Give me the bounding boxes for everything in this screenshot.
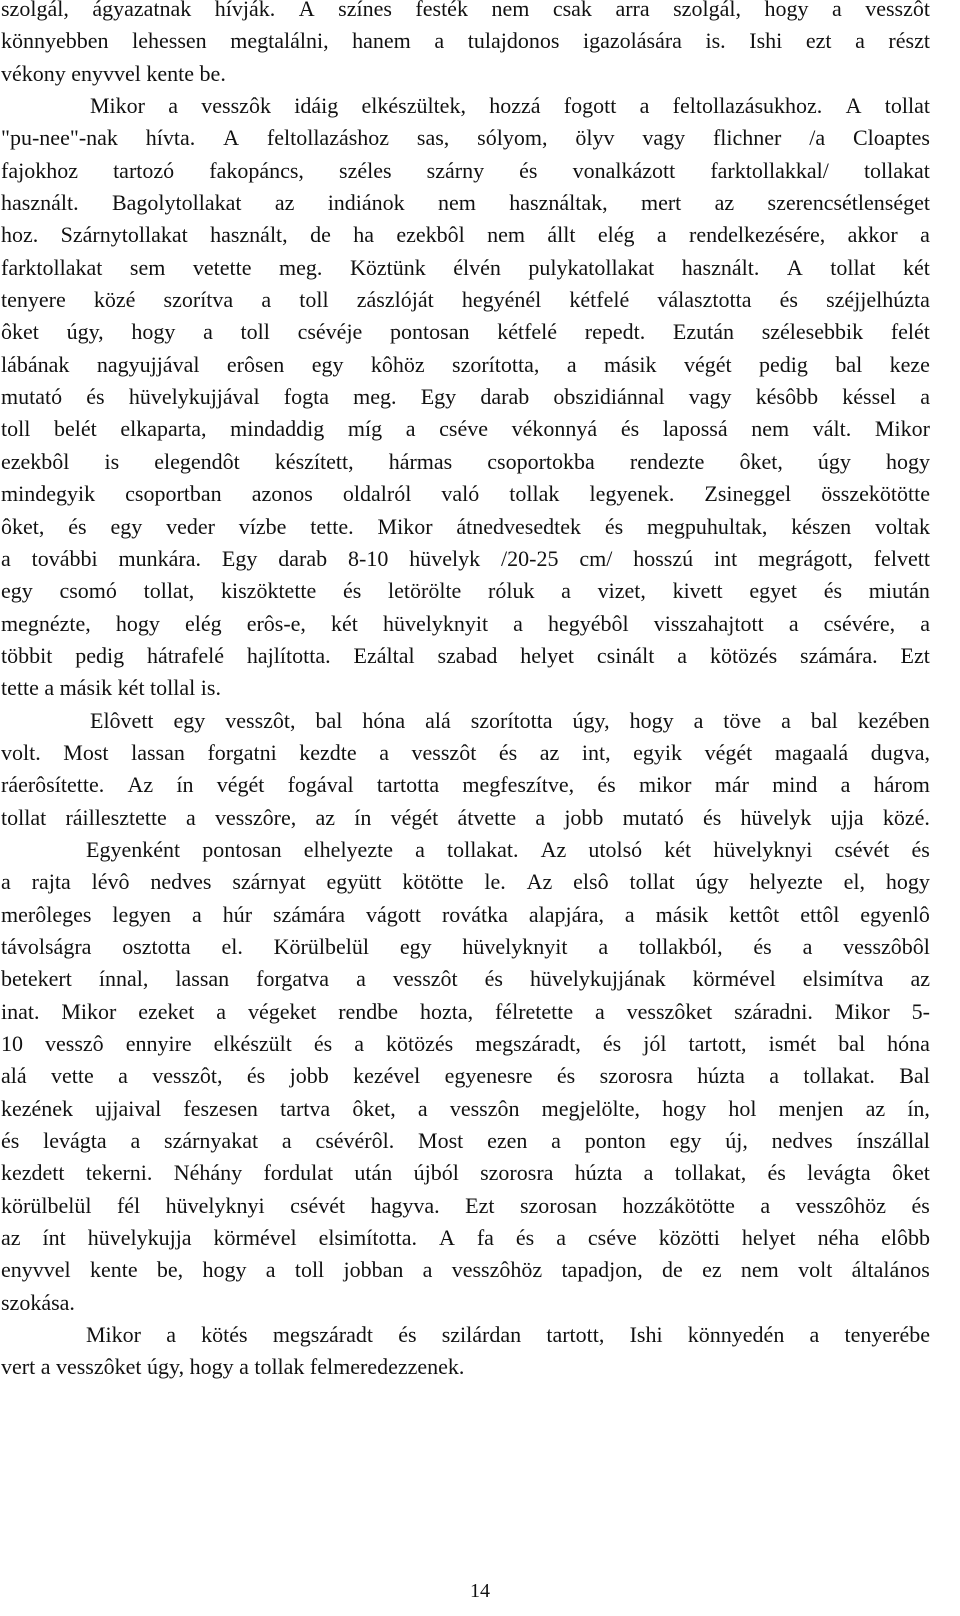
text-line: megnézte, hogy elég erôs-e, két hüvelyknyit a hegyébôl visszahajtott a csévére, a	[1, 610, 930, 636]
text-line: és levágta a szárnyakat a csévérôl. Most ezen a ponton egy új, nedves ínszállal	[1, 1128, 930, 1154]
text-line: enyvvel kente be, hogy a toll jobban a vesszôhöz tapadjon, de ez nem volt általános	[1, 1257, 930, 1283]
text-line: tollat ráillesztette a vesszôre, az ín végét átvette a jobb mutató és hüvelyk ujja közé.	[1, 804, 930, 830]
text-line: inat. Mikor ezeket a végeket rendbe hozta, félretette a vesszôket száradni. Mikor 5-	[1, 998, 930, 1024]
text-line: szokása.	[1, 1289, 75, 1315]
text-line: kezdett tekerni. Néhány fordulat után újból szorosra húzta a tollakat, és levágta ôket	[1, 1160, 930, 1186]
text-line: ôket úgy, hogy a toll csévéje pontosan kétfelé repedt. Ezután szélesebbik felét	[1, 319, 930, 345]
text-line: a további munkára. Egy darab 8-10 hüvelyk /20-25 cm/ hosszú int megrágott, felvett	[1, 545, 930, 571]
text-line: ôket, és egy veder vízbe tette. Mikor átnedvesedtek és megpuhultak, készen voltak	[1, 513, 930, 539]
text-line: tette a másik két tollal is.	[1, 675, 221, 701]
text-line: betekert ínnal, lassan forgatva a vesszôt és hüvelykujjának körmével elsimítva az	[1, 966, 930, 992]
text-line: "pu-nee"-nak hívta. A feltollazáshoz sas, sólyom, ölyv vagy flichner /a Cloaptes	[1, 125, 930, 151]
text-line: szolgál, ágyazatnak hívják. A színes festék nem csak arra szolgál, hogy a vesszôt	[1, 0, 930, 21]
text-line: farktollakat sem vetette meg. Köztünk élvén pulykatollakat használt. A tollat két	[1, 254, 930, 280]
text-line: merôleges legyen a húr számára vágott rovátka alapjára, a másik kettôt ettôl egyenlô	[1, 901, 930, 927]
text-line: Mikor a kötés megszáradt és szilárdan tartott, Ishi könnyedén a tenyerébe	[86, 1322, 930, 1348]
text-line: tenyere közé szorítva a toll zászlóját hegyénél kétfelé választotta és széjjelhúzta	[1, 287, 930, 313]
text-line: kezének ujjaival feszesen tartva ôket, a vesszôn megjelölte, hogy hol menjen az ín,	[1, 1095, 930, 1121]
text-line: 10 vesszô ennyire elkészült és a kötözés megszáradt, és jól tartott, ismét bal hóna	[1, 1031, 930, 1056]
text-line: ráerôsítette. Az ín végét fogával tartotta megfeszítve, és mikor már mind a három	[1, 772, 930, 798]
body-text	[1, 0, 930, 1384]
text-line: többit pedig hátrafelé hajlította. Ezáltal szabad helyet csinált a kötözés számára. Ezt	[1, 642, 930, 668]
text-line: volt. Most lassan forgatni kezdte a vesszôt és az int, egyik végét magaalá dugva,	[1, 739, 930, 765]
text-line: lábának nagyujjával erôsen egy kôhöz szorította, a másik végét pedig bal keze	[1, 351, 930, 377]
page-number: 14	[470, 1580, 490, 1602]
text-line: egy csomó tollat, kiszöktette és letörölte róluk a vizet, kivett egyet és miután	[1, 578, 930, 604]
text-line: vékony enyvvel kente be.	[1, 60, 226, 86]
text-line: vert a vesszôket úgy, hogy a tollak felmeredezzenek.	[1, 1354, 465, 1380]
text-line: körülbelül fél hüvelyknyi csévét hagyva. Ezt szorosan hozzákötötte a vesszôhöz és	[1, 1192, 930, 1218]
text-line: Elôvett egy vesszôt, bal hóna alá szorította úgy, hogy a töve a bal kezében	[90, 707, 930, 733]
text-line: Mikor a vesszôk idáig elkészültek, hozzá fogott a feltollazásukhoz. A tollat	[90, 93, 930, 119]
text-line: az ínt hüvelykujja körmével elsimította. A fa és a cséve közötti helyet néha elôbb	[1, 1225, 930, 1251]
text-line: használt. Bagolytollakat az indiánok nem használtak, mert az szerencsétlenséget	[1, 190, 930, 216]
text-line: Egyenként pontosan elhelyezte a tollakat. Az utolsó két hüvelyknyi csévét és	[86, 836, 930, 862]
text-line: alá vette a vesszôt, és jobb kezével egyenesre és szorosra húzta a tollakat. Bal	[1, 1063, 930, 1089]
text-line: fajokhoz tartozó fakopáncs, széles szárny és vonalkázott farktollakkal/ tollakat	[1, 157, 930, 183]
text-line: a rajta lévô nedves szárnyat együtt kötötte le. Az elsô tollat úgy helyezte el, hogy	[1, 869, 930, 895]
text-line: ezekbôl is elegendôt készített, hármas csoportokba rendezte ôket, úgy hogy	[1, 448, 930, 474]
text-line: könnyebben lehessen megtalálni, hanem a tulajdonos igazolására is. Ishi ezt a részt	[1, 28, 930, 54]
text-line: távolságra osztotta el. Körülbelül egy hüvelyknyit a tollakból, és a vesszôbôl	[1, 933, 930, 959]
text-line: hoz. Szárnytollakat használt, de ha ezekbôl nem állt elég a rendelkezésére, akkor a	[1, 222, 930, 248]
text-line: mutató és hüvelykujjával fogta meg. Egy darab obszidiánnal vagy késôbb késsel a	[1, 384, 930, 410]
text-line: toll belét elkaparta, mindaddig míg a cséve vékonnyá és lapossá nem vált. Mikor	[1, 416, 930, 442]
text-line: mindegyik csoportban azonos oldalról való tollak legyenek. Zsineggel összekötötte	[1, 481, 930, 507]
